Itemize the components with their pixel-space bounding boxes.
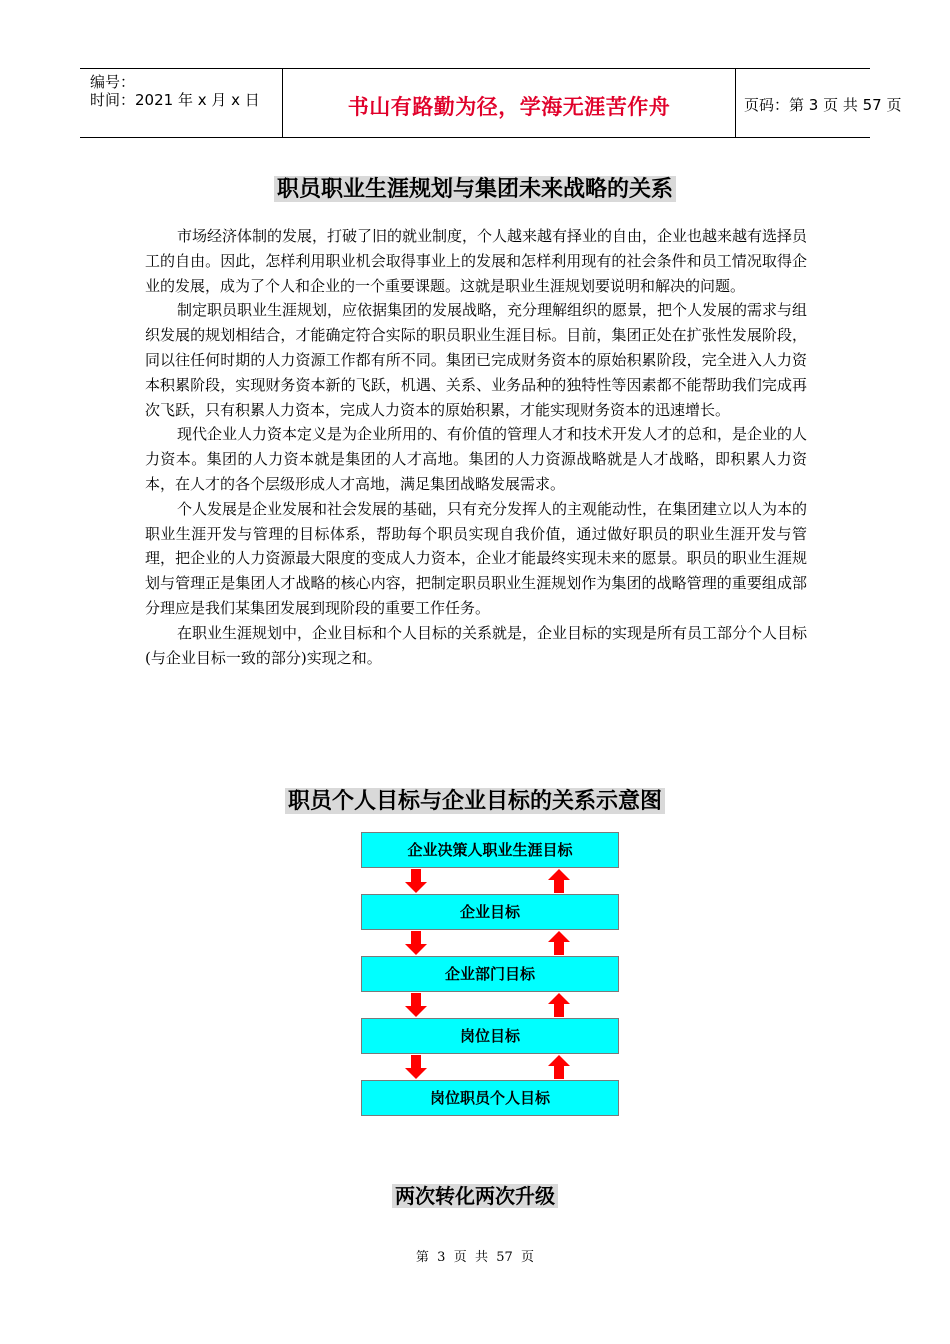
page-footer: 第 3 页 共 57 页	[415, 1250, 535, 1265]
header-cell-info	[80, 69, 282, 137]
arrow-up-icon	[548, 931, 570, 955]
number-label: 编号：	[90, 73, 136, 91]
arrow-down-icon	[405, 1055, 427, 1079]
arrow-down-icon	[405, 869, 427, 893]
diagram-box-position-goal: 岗位目标	[361, 1018, 619, 1054]
arrow-up-icon	[548, 869, 570, 893]
subtitle	[0, 1180, 950, 1209]
diagram-box-enterprise-goal: 企业目标	[361, 894, 619, 930]
arrow-down-icon	[405, 993, 427, 1017]
paragraph-4: 个人发展是企业发展和社会发展的基础，只有充分发挥人的主观能动性，在集团建立以人为本的职业生涯开发与管理的目标体系，帮助每个职员实现自我价值，通过做好职员的职业生涯开发与管理，把企业的人力资源最大限度的变成人力资本，企业才能最终实现未来的愿景。职员的职业生涯规划与管理正是集团人才战略的核心内容，把制定职员职业生涯规划作为集团的战略管理的重要组成部分理应是我们某集团发展到现阶段的重要工作任务。	[145, 499, 808, 617]
header-cell-page	[736, 69, 902, 137]
document-title-text: 职员职业生涯规划与集团未来战略的关系	[274, 176, 676, 202]
header-table	[80, 68, 902, 138]
diagram-title-text: 职员个人目标与企业目标的关系示意图	[285, 788, 665, 814]
motto-text: 书山有路勤为径，学海无涯苦作舟	[347, 94, 671, 119]
body-text	[145, 224, 807, 670]
arrow-down-icon	[405, 931, 427, 955]
document-title	[0, 172, 950, 203]
arrow-up-icon	[548, 993, 570, 1017]
paragraph-3: 现代企业人力资本定义是为企业所用的、有价值的管理人才和技术开发人才的总和，是企业的人力资本。集团的人力资本就是集团的人才高地。集团的人力资源战略就是人才战略，即积累人力资本，在人才的各个层级形成人才高地，满足集团战略发展需求。	[145, 425, 808, 493]
paragraph-5: 在职业生涯规划中，企业目标和个人目标的关系就是，企业目标的实现是所有员工部分个人目标(与企业目标一致的部分)实现之和。	[145, 623, 808, 667]
paragraph-1: 市场经济体制的发展，打破了旧的就业制度，个人越来越有择业的自由，企业也越来越有选择员工的自由。因此，怎样利用职业机会取得事业上的发展和怎样利用现有的社会条件和员工情况取得企业的发展，成为了个人和企业的一个重要课题。这就是职业生涯规划要说明和解决的问题。	[145, 227, 808, 295]
subtitle-text: 两次转化两次升级	[392, 1184, 558, 1208]
diagram-title	[0, 784, 950, 815]
paragraph-2: 制定职员职业生涯规划，应依据集团的发展战略，充分理解组织的愿景，把个人发展的需求与组织发展的规划相结合，才能确定符合实际的职员职业生涯目标。目前，集团正处在扩张性发展阶段，同以往任何时期的人力资源工作都有所不同。集团已完成财务资本的原始积累阶段，完全进入人力资本积累阶段，实现财务资本新的飞跃，机遇、关系、业务品种的独特性等因素都不能帮助我们完成再次飞跃，只有积累人力资本，完成人力资本的原始积累，才能实现财务资本的迅速增长。	[145, 301, 808, 419]
diagram-box-decision-maker-goal: 企业决策人职业生涯目标	[361, 832, 619, 868]
diagram-box-department-goal: 企业部门目标	[361, 956, 619, 992]
page-info: 页码：第 3 页 共 57 页	[744, 96, 902, 114]
arrow-up-icon	[548, 1055, 570, 1079]
diagram-box-employee-goal: 岗位职员个人目标	[361, 1080, 619, 1116]
date-label: 时间：2021 年 x 月 x 日	[90, 91, 260, 109]
header-cell-motto	[282, 69, 736, 137]
